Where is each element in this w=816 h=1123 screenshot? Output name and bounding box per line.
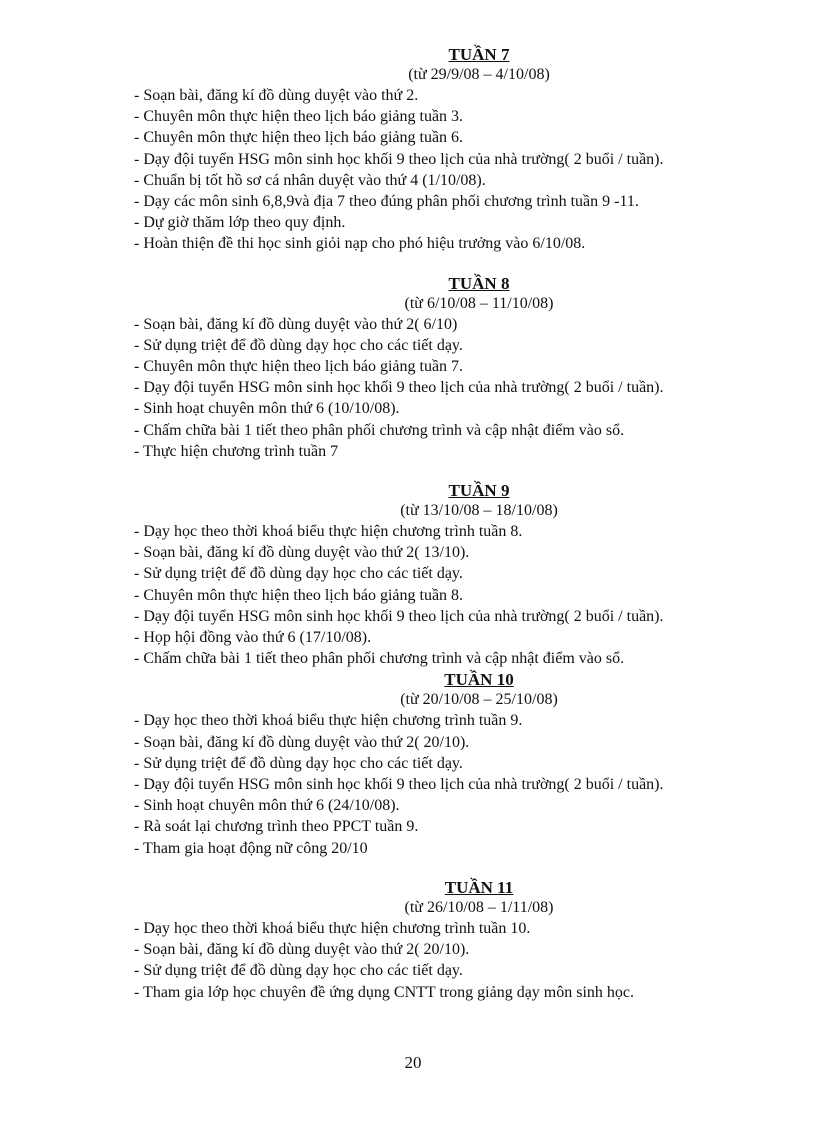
task-item: - Tham gia hoạt động nữ công 20/10	[134, 839, 368, 857]
week-title: TUẦN 10	[444, 670, 514, 690]
page-number: 20	[404, 1053, 422, 1072]
task-item: - Tham gia lớp học chuyên đề ứng dụng CNTT trong giảng dạy môn sinh học.	[134, 983, 635, 1001]
task-item: - Soạn bài, đăng kí đồ dùng duyệt vào thứ 2.	[134, 87, 419, 104]
task-item: - Sử dụng triệt để đồ dùng dạy học cho các tiết dạy.	[134, 962, 463, 980]
task-item: - Sử dụng triệt để đồ dùng dạy học cho các tiết dạy.	[134, 336, 463, 354]
task-item: - Soạn bài, đăng kí đồ dùng duyệt vào thứ 2( 13/10).	[134, 544, 470, 562]
task-item: - Sử dụng triệt để đồ dùng dạy học cho các tiết dạy.	[134, 565, 463, 583]
task-item: - Dạy học theo thời khoá biểu thực hiện chương trình tuần 8.	[134, 523, 523, 541]
task-item: - Hoàn thiện đề thi học sinh giỏi nạp cho phó hiệu trưởng vào 6/10/08.	[134, 235, 586, 253]
task-item: - Thực hiện chương trình tuần 7	[134, 442, 339, 460]
task-item: - Sinh hoạt chuyên môn thứ 6 (10/10/08).	[134, 400, 400, 418]
week-date-range: (từ 26/10/08 – 1/11/08)	[404, 898, 554, 916]
task-list	[134, 710, 794, 858]
task-item: - Soạn bài, đăng kí đồ dùng duyệt vào thứ 2( 20/10).	[134, 941, 470, 959]
task-item: - Dạy học theo thời khoá biểu thực hiện chương trình tuần 10.	[134, 919, 531, 937]
week-section	[134, 273, 794, 462]
task-item: - Chấm chữa bài 1 tiết theo phân phối chương trình và cập nhật điểm vào sổ.	[134, 421, 625, 439]
task-item: - Chuyên môn thực hiện theo lịch báo giảng tuần 8.	[134, 586, 464, 604]
week-section	[134, 44, 794, 255]
task-item: - Rà soát lại chương trình theo PPCT tuần 9.	[134, 818, 419, 836]
week-section	[134, 669, 794, 858]
task-list	[134, 521, 794, 669]
task-item: - Chuẩn bị tốt hồ sơ cá nhân duyệt vào thứ 4 (1/10/08).	[134, 171, 486, 189]
task-item: - Dạy đội tuyển HSG môn sinh học khối 9 theo lịch của nhà trường( 2 buổi / tuần).	[134, 607, 664, 625]
week-date-range: (từ 6/10/08 – 11/10/08)	[404, 294, 554, 312]
task-item: - Sinh hoạt chuyên môn thứ 6 (24/10/08).	[134, 797, 400, 815]
week-section	[134, 480, 794, 669]
week-title: TUẦN 8	[448, 273, 510, 293]
week-date-range: (từ 29/9/08 – 4/10/08)	[408, 66, 550, 83]
task-item: - Dạy các môn sinh 6,8,9và địa 7 theo đúng phân phối chương trình tuần 9 -11.	[134, 193, 639, 211]
task-item: - Chuyên môn thực hiện theo lịch báo giảng tuần 3.	[134, 108, 464, 126]
week-title: TUẦN 9	[448, 481, 510, 501]
schedule-content	[134, 44, 794, 1003]
task-item: - Dạy học theo thời khoá biểu thực hiện chương trình tuần 9.	[134, 712, 523, 730]
task-item: - Dạy đội tuyển HSG môn sinh học khối 9 theo lịch của nhà trường( 2 buổi / tuần).	[134, 379, 664, 397]
task-list	[134, 85, 794, 255]
task-list	[134, 918, 794, 1003]
week-title: TUẦN 11	[444, 877, 514, 897]
week-date-range: (từ 20/10/08 – 25/10/08)	[400, 691, 558, 709]
week-title: TUẦN 7	[448, 45, 510, 64]
task-item: - Soạn bài, đăng kí đồ dùng duyệt vào thứ 2( 6/10)	[134, 315, 458, 333]
week-section	[134, 877, 794, 1003]
task-item: - Dự giờ thăm lớp theo quy định.	[134, 214, 346, 232]
task-item: - Dạy đội tuyển HSG môn sinh học khối 9 theo lịch của nhà trường( 2 buổi / tuần).	[134, 150, 664, 168]
task-item: - Họp hội đồng vào thứ 6 (17/10/08).	[134, 629, 372, 647]
task-item: - Sử dụng triệt để đồ dùng dạy học cho các tiết dạy.	[134, 754, 463, 772]
task-item: - Soạn bài, đăng kí đồ dùng duyệt vào thứ 2( 20/10).	[134, 733, 470, 751]
task-item: - Chuyên môn thực hiện theo lịch báo giảng tuần 7.	[134, 358, 464, 376]
task-item: - Chấm chữa bài 1 tiết theo phân phối chương trình và cập nhật điểm vào sổ.	[134, 650, 625, 668]
week-date-range: (từ 13/10/08 – 18/10/08)	[400, 502, 558, 520]
task-list	[134, 314, 794, 462]
task-item: - Chuyên môn thực hiện theo lịch báo giảng tuần 6.	[134, 129, 464, 147]
task-item: - Dạy đội tuyển HSG môn sinh học khối 9 theo lịch của nhà trường( 2 buổi / tuần).	[134, 776, 664, 794]
